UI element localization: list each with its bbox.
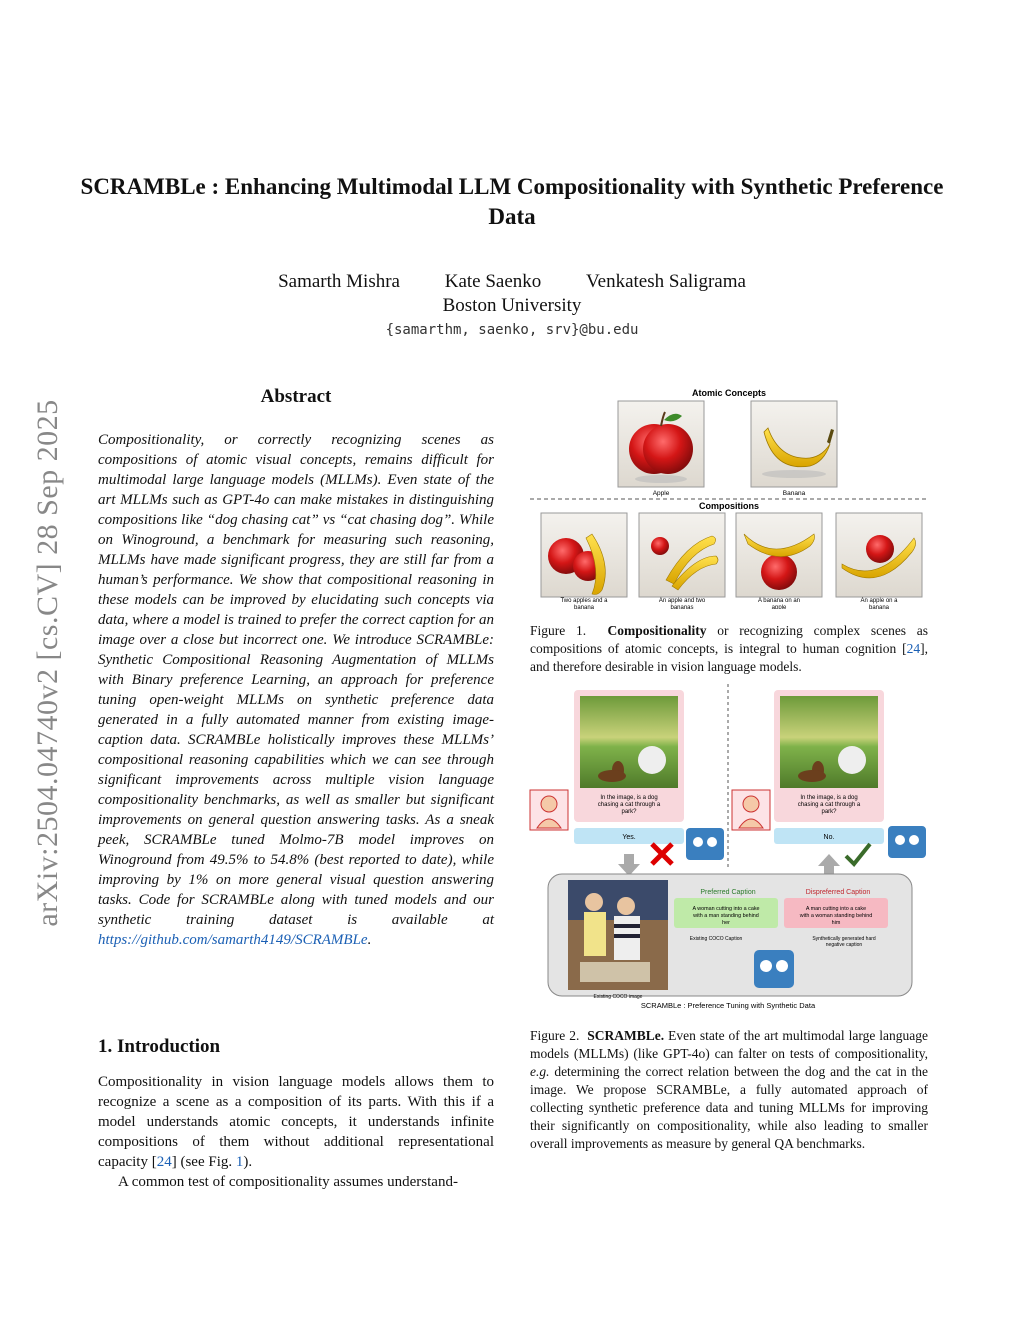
abstract-body: Compositionality, or correctly recognizing scenes as compositions of atomic visual concepts, remains difficult for multimodal large language models (MLLMs). Even state of the art MLLMs such as GPT-4o can make mistakes in distinguishing compositions like “dog chasing cat” vs “cat chasing dog”. While on Winoground, a benchmark for measuring such reasoning, MLLMs have made significant progress, they are still far from a human’s performance. We show that compositional reasoning in these models can be improved by elucidating such concepts via data, where a model is trained to prefer the correct caption for an image over a close but incorrect one. We introduce SCRAMBLe: Synthetic Compositional Reasoning Augmentation of MLLMs with Binary preference Learning, an approach for preference tuning open-weight MLLMs on synthetic preference data generated in a fully automated manner from existing image-caption data. SCRAMBLe holistically improves these MLLMs’ compositional reasoning capabilities which we can see through significant improvements across multiple vision language compositionality benchmarks, as well as smaller but significant improvements on general question answering tasks. As a sneak peek, SCRAMBLe tuned Molmo-7B model improves on Winoground from 49.5% to 54.8% (best reported to date), while improving by 1% on more general visual question answering tasks. Code for SCRAMBLe along with tuned models and our synthetic training dataset is available at https://github.com/samarth4149/SCRAMBLe. [98,432,494,948]
banana-image [751,401,837,487]
coco-image-label: Existing COCO image [593,994,643,1000]
composition-image [541,513,627,597]
preferred-caption-source: Existing COCO Caption [689,936,743,942]
citation-link[interactable]: 24 [156,1154,172,1170]
robot-icon [686,828,724,860]
abstract-text: Compositionality, or correctly recognizing scenes as compositions of atomic visual concepts, remains difficult for multimodal large language models (MLLMs). Even state of the art MLLMs such as GPT-4o can make mistakes in distinguishing compositions like “dog chasing cat” vs “cat chasing dog”. While on Winoground, a benchmark for measuring such reasoning, MLLMs have made significant progress, they are still far from a human’s performance. We show that compositional reasoning in these models can be improved by elucidating such concepts via data, where a model is trained to prefer the correct caption for an image over a close but incorrect one. We introduce SCRAMBLe: Synthetic Compositional Reasoning Augmentation of MLLMs with Binary preference Learning, an approach for preference tuning open-weight MLLMs on synthetic preference data generated in a fully automated manner from existing image-caption data. SCRAMBLe holistically improves these MLLMs’ compositional reasoning capabilities which we can see through significant improvements across multiple vision language compositionality benchmarks, as well as smaller but significant improvements on general question answering tasks. As a sneak peek, SCRAMBLe tuned Molmo-7B model improves on Winoground from 49.5% to 54.8% (best reported to date), while improving by 1% on more general visual question answering tasks. Code for SCRAMBLe along with tuned models and our synthetic training dataset is available at [98,432,494,928]
apple-label: Apple [652,490,670,497]
intro-paragraph: A common test of compositionality assumes understand- [118,1174,458,1190]
figure-2-footer: SCRAMBLe : Preference Tuning with Synthetic Data [640,1001,816,1010]
composition-image [639,513,725,597]
figure-2-scramble [528,684,928,1014]
affiliation: Boston University [442,295,582,316]
robot-icon [754,950,794,988]
abstract-heading: Abstract [260,386,332,407]
apple-image [618,401,704,487]
composition-label: An apple on a banana [860,598,898,609]
preferred-caption-text: A woman cutting into a cake with a man standing behind her [692,906,760,926]
dispreferred-caption-title: Dispreferred Caption [805,889,871,896]
intro-paragraph: Compositionality in vision language models allows them to recognize a scene as a composition of its parts. With this if a model understands atomic concepts, it understands infinite compositions of them without additional representational capacity [24] (see Fig. 1). [98,1074,494,1170]
dispreferred-caption-text: A man cutting into a cake with a woman standing behind him [799,906,873,926]
robot-icon [888,826,926,858]
user-avatar-icon [732,790,770,830]
code-link[interactable]: https://github.com/samarth4149/SCRAMBLe [98,932,368,948]
composition-label: An apple and two bananas [658,598,706,609]
figure-1-caption: Figure 1. Compositionality or recognizing complex scenes as compositions of atomic concepts, is integral to human cognition [24], and therefore desirable in vision language models. [530,623,929,674]
figure-1-compositionality [530,384,928,609]
arrow-down-icon [618,854,640,876]
atomic-concepts-title: Atomic Concepts [691,388,767,398]
paper-title: SCRAMBLe : Enhancing Multimodal LLM Compositionality with Synthetic Preference Data [80,174,944,229]
dispreferred-caption-source: Synthetically generated hard negative caption [812,936,876,948]
coco-image [568,880,668,990]
question-text: In the image, is a dog chasing a cat through a park? [797,795,861,815]
answer-no: No. [823,834,835,841]
arrow-up-icon [818,854,840,876]
author-name: Venkatesh Saligrama [586,271,746,292]
figure-2-caption: Figure 2. SCRAMBLe. Even state of the art multimodal large language models (MLLMs) (like GPT-4o) can falter on tests of compositionality, e.g. determining the correct relation between the dog and the cat in the image. We propose SCRAMBLe, a fully automated approach of collecting synthetic preference data and tuning MLLMs for improving their significantly on compositionality, while also leading to smaller overall improvements as measure by general QA benchmarks. [530,1028,929,1151]
author-list [0,271,1024,293]
section-heading-introduction: 1. Introduction [98,1036,221,1057]
checkmark-icon [846,844,870,864]
figure-link[interactable]: 1 [235,1154,244,1170]
user-avatar-icon [530,790,568,830]
introduction-body [98,1072,494,1192]
author-name: Kate Saenko [444,271,542,292]
question-text: In the image, is a dog chasing a cat through a park? [597,795,661,815]
cross-icon [652,844,672,864]
banana-label: Banana [782,490,806,497]
citation-link[interactable]: 24 [906,641,921,656]
composition-label: Two apples and a banana [560,598,608,609]
email: {samarthm, saenko, srv}@bu.edu [385,322,639,338]
author-name: Samarth Mishra [278,271,400,292]
answer-yes: Yes. [622,834,636,841]
composition-image [736,513,822,597]
preferred-caption-title: Preferred Caption [700,889,756,896]
composition-image [836,513,922,597]
compositions-title: Compositions [699,501,759,511]
arxiv-side-label: arXiv:2504.04740v2 [cs.CV] 28 Sep 2025 [31,399,64,927]
composition-label: A banana on an apple [757,598,801,609]
